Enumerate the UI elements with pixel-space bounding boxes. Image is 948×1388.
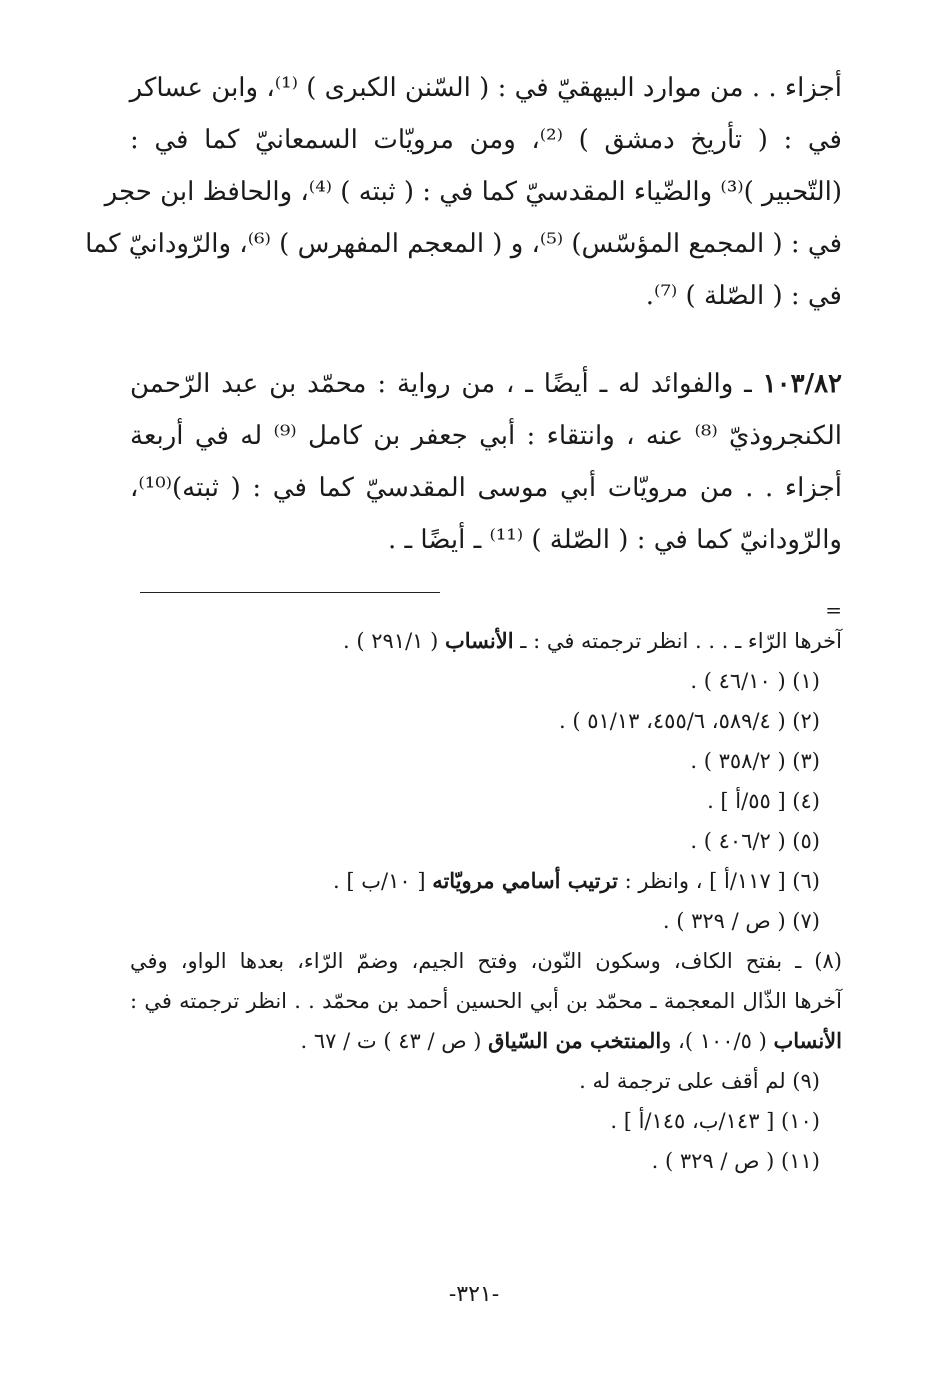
- footnote-item: (١) ( ٤٦/١٠ ) .: [690, 669, 820, 693]
- text-line: في : ( تأريخ دمشق ) ⁽²⁾، ومن مرويّات السمعانيّ كما في :: [130, 125, 842, 155]
- text-line: والرّودانيّ كما في : ( الصّلة ) ⁽¹¹⁾ ـ أيضًا ـ .: [387, 525, 842, 555]
- footnote-text: ( ١٠٠/٥ )، و: [661, 1029, 774, 1053]
- text-line: أجزاء . . من موارد البيهقيّ في : ( السّنن الكبرى ) ⁽¹⁾، وابن عساكر: [129, 73, 842, 103]
- footnote-item: (٤) [ ٥٥/أ ] .: [707, 789, 820, 813]
- footnote-continuation-marker: =: [825, 598, 842, 622]
- footnote-item: (١٠) [ ١٤٣/ب، ١٤٥/أ ] .: [610, 1109, 820, 1133]
- footnote-source-title: المنتخب من السّياق: [488, 1028, 662, 1053]
- text-line: في : ( المجمع المؤسّس) ⁽⁵⁾، و ( المعجم المفهرس ) ⁽⁶⁾، والرّودانيّ كما: [85, 229, 842, 259]
- page-body: [85, 62, 842, 1181]
- footnote-item: (٧) ( ص / ٣٢٩ ) .: [662, 909, 820, 933]
- text-line: (التّحبير )⁽³⁾ والضّياء المقدسيّ كما في : ( ثبته ) ⁽⁴⁾، والحافظ ابن حجر: [104, 177, 842, 207]
- paragraph-1: [85, 62, 842, 322]
- footnote-divider: [140, 592, 440, 593]
- page-number: -٣٢١-: [448, 1282, 500, 1307]
- entry-number: ١٠٣/٨٢: [762, 369, 842, 399]
- paragraph-2: [130, 358, 842, 566]
- footnote-item-line: [130, 1021, 842, 1061]
- footnote-source-title: ترتيب أسامي مرويّاته: [432, 868, 618, 893]
- footnote-text: آخرها الرّاء ـ . . . انظر ترجمته في : ـ: [513, 629, 842, 653]
- footnote-text: ( ص / ٤٣ ) ت / ٦٧ .: [300, 1029, 489, 1053]
- footnote-item: (١١) ( ص / ٣٢٩ ) .: [651, 1149, 820, 1173]
- footnote-item: (٣) ( ٣٥٨/٢ ) .: [690, 749, 820, 773]
- footnote-item: [130, 861, 842, 901]
- footnotes: [130, 621, 842, 1181]
- entry-text: ـ والفوائد له ـ أيضًا ـ ، من رواية : محمّد بن عبد الرّحمن: [130, 369, 752, 399]
- text-line: في : ( الصّلة ) ⁽⁷⁾.: [645, 281, 842, 311]
- text-line: أجزاء . . من مرويّات أبي موسى المقدسيّ كما في : ( ثبته)⁽¹⁰⁾،: [130, 473, 842, 503]
- footnote-item-line: آخرها الذّال المعجمة ـ محمّد بن أبي الحسين أحمد بن محمّد . . انظر ترجمته في :: [130, 989, 842, 1013]
- text-line: [130, 358, 842, 410]
- text-line: الكنجروذيّ ⁽⁸⁾ عنه ، وانتقاء : أبي جعفر بن كامل ⁽⁹⁾ له في أربعة: [130, 421, 842, 451]
- footnote-continuation: [130, 621, 842, 661]
- paragraph-gap: [130, 322, 842, 358]
- footnote-text: ( ٢٩١/١ ) .: [343, 629, 445, 653]
- footnote-item-line: (٨) ـ بفتح الكاف، وسكون النّون، وفتح الجيم، وضمّ الرّاء، بعدها الواو، وفي: [130, 949, 842, 973]
- footnote-item: (٥) ( ٤٠٦/٢ ) .: [690, 829, 820, 853]
- footnote-item: (٢) ( ٥٨٩/٤، ٤٥٥/٦، ٥١/١٣ ) .: [559, 709, 820, 733]
- footnote-source-title: الأنساب: [445, 628, 514, 653]
- footnote-source-title: الأنساب: [773, 1028, 842, 1053]
- footnote-text: (٦) [ ١١٧/أ ] ، وانظر :: [617, 869, 820, 893]
- footnote-text: [ ١٠/ب ] .: [333, 869, 433, 893]
- footnote-item: (٩) لم أقف على ترجمة له .: [579, 1069, 820, 1093]
